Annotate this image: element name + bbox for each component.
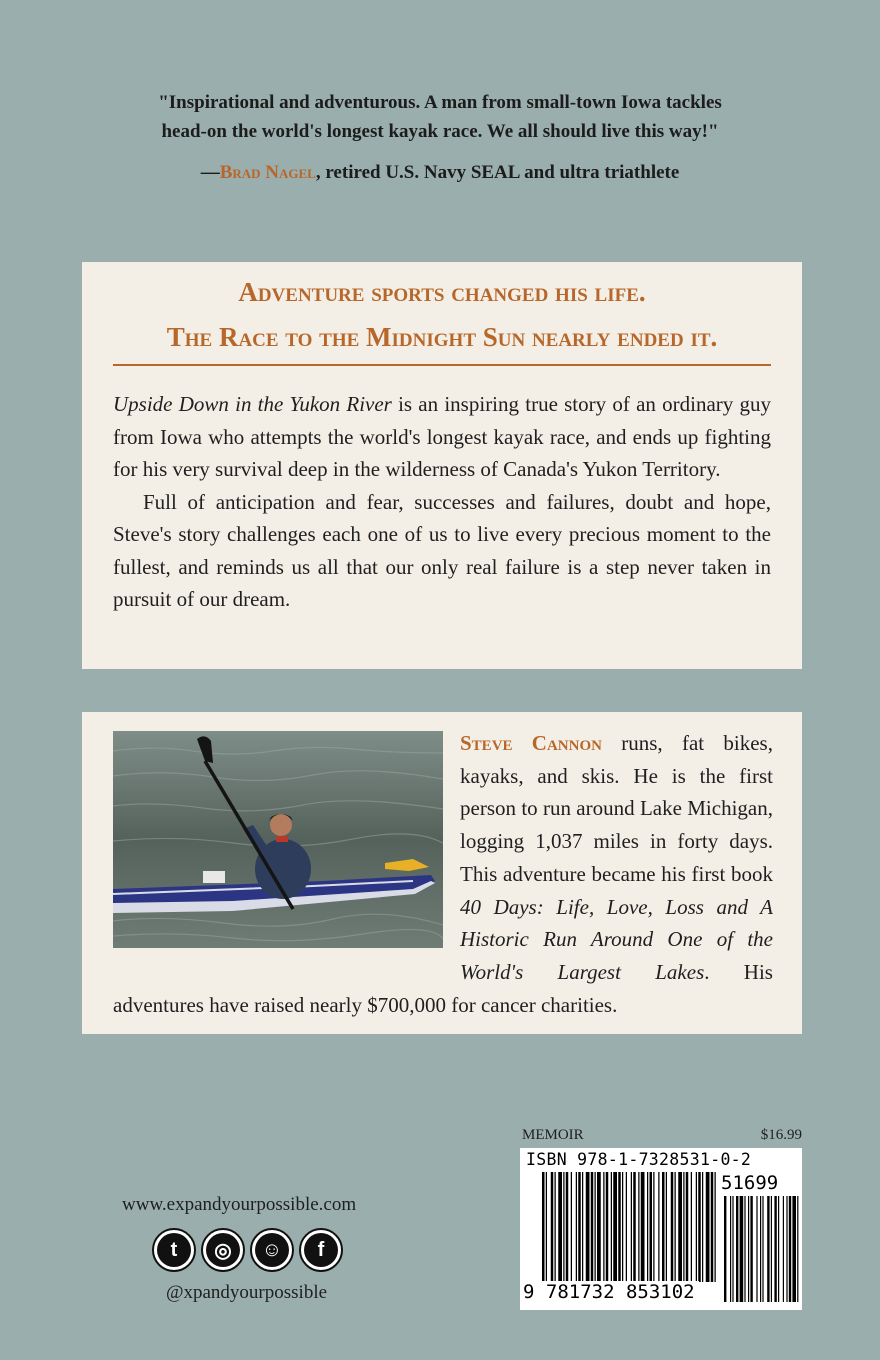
snapchat-glyph: ☺ bbox=[255, 1233, 289, 1267]
barcode-bar bbox=[702, 1172, 703, 1282]
facebook-icon[interactable] bbox=[299, 1228, 343, 1272]
category-label: MEMOIR bbox=[522, 1127, 584, 1143]
headline bbox=[82, 262, 802, 360]
addon-bar bbox=[786, 1196, 787, 1302]
barcode-bar bbox=[698, 1172, 701, 1282]
ean-digits: 9 781732 853102 bbox=[523, 1281, 699, 1303]
barcode-bar bbox=[631, 1172, 632, 1282]
barcode-bar bbox=[591, 1172, 594, 1282]
barcode-bar bbox=[683, 1172, 684, 1282]
barcode-bar bbox=[666, 1172, 667, 1282]
synopsis-p1-text: is an inspiring true story of an ordinary guy from Iowa who attempts the world's longest kayak race, and ends up fighting for his very survival deep in the wilderness of Canada's Yukon Territory. bbox=[113, 392, 771, 481]
addon-bar bbox=[760, 1196, 761, 1302]
barcode-bar bbox=[595, 1172, 596, 1282]
barcode-bar bbox=[576, 1172, 577, 1282]
isbn-label: ISBN 978-1-7328531-0-2 bbox=[526, 1150, 752, 1169]
synopsis-text bbox=[82, 366, 802, 616]
facebook-glyph: f bbox=[304, 1233, 338, 1267]
addon-bar bbox=[730, 1196, 731, 1302]
attribution-name: Brad Nagel bbox=[219, 162, 316, 183]
synopsis-paragraph-2: Full of anticipation and fear, successes and failures, doubt and hope, Steve's story challenges each one of us to live every precious moment to the fullest, and reminds us all that our only real failure is a step never taken in pursuit of our dream. bbox=[113, 489, 771, 611]
barcode-bar bbox=[638, 1172, 639, 1282]
barcode-bar bbox=[551, 1172, 554, 1282]
barcode-bar bbox=[566, 1172, 569, 1282]
barcode-bar bbox=[671, 1172, 674, 1282]
headline-line-2: The Race to the Midnight Sun nearly ended it. bbox=[166, 322, 718, 352]
addon-code: 51699 bbox=[721, 1172, 779, 1194]
barcode-bar bbox=[606, 1172, 609, 1282]
social-block bbox=[122, 1194, 392, 1304]
quote-attribution bbox=[60, 158, 820, 187]
instagram-icon[interactable] bbox=[201, 1228, 245, 1272]
bio-text-2: . His adventures have raised nearly $700,000 for cancer charities. bbox=[113, 959, 773, 1017]
social-icons bbox=[152, 1228, 392, 1272]
isbn-barcode bbox=[520, 1148, 802, 1310]
barcode-bar bbox=[542, 1172, 545, 1282]
endorsement-quote bbox=[60, 88, 820, 187]
barcode-bar bbox=[715, 1172, 716, 1282]
barcode-bar bbox=[641, 1172, 645, 1282]
quote-line-1: "Inspirational and adventurous. A man from small-town Iowa tackles bbox=[158, 92, 722, 113]
price-label: $16.99 bbox=[760, 1127, 802, 1143]
twitter-icon[interactable] bbox=[152, 1228, 196, 1272]
twitter-glyph: t bbox=[157, 1233, 191, 1267]
barcode-bar bbox=[582, 1172, 583, 1282]
barcode-bar bbox=[650, 1172, 653, 1282]
barcode-bar bbox=[618, 1172, 621, 1282]
barcode-bar bbox=[675, 1172, 676, 1282]
social-handle[interactable]: @xpandyourpossible bbox=[166, 1282, 328, 1303]
barcode-bar bbox=[546, 1172, 547, 1282]
barcode-bar bbox=[558, 1172, 562, 1282]
author-bio bbox=[113, 727, 773, 1021]
barcode-bar bbox=[597, 1172, 601, 1282]
addon-bar bbox=[724, 1196, 726, 1302]
previous-book-title: 40 Days: Life, Love, Loss and A Historic Run Around One of the World's Largest Lakes bbox=[460, 894, 773, 984]
barcode-bar bbox=[633, 1172, 636, 1282]
barcode-bar bbox=[563, 1172, 564, 1282]
addon-bar bbox=[767, 1196, 769, 1302]
author-name: Steve Cannon bbox=[460, 731, 602, 755]
barcode-bar bbox=[626, 1172, 627, 1282]
barcode-bar bbox=[647, 1172, 648, 1282]
instagram-glyph: ◎ bbox=[206, 1233, 240, 1267]
barcode-bar bbox=[555, 1172, 556, 1282]
barcode-bar bbox=[622, 1172, 623, 1282]
addon-bar bbox=[744, 1196, 745, 1302]
addon-bar bbox=[750, 1196, 752, 1302]
retail-info bbox=[522, 1127, 802, 1144]
attribution-role: , retired U.S. Navy SEAL and ultra triathlete bbox=[315, 162, 680, 183]
barcode-bar bbox=[611, 1172, 612, 1282]
barcode-bar bbox=[603, 1172, 604, 1282]
barcode-bar bbox=[613, 1172, 617, 1282]
barcode-bar bbox=[706, 1172, 710, 1282]
barcode-bar bbox=[658, 1172, 659, 1282]
addon-bar bbox=[778, 1196, 779, 1302]
barcode-bar bbox=[586, 1172, 590, 1282]
addon-bar bbox=[792, 1196, 796, 1302]
synopsis-panel bbox=[82, 262, 802, 669]
quote-line-2: head-on the world's longest kayak race. We all should live this way!" bbox=[161, 121, 719, 142]
attribution-dash: — bbox=[200, 162, 220, 183]
headline-line-1: Adventure sports changed his life. bbox=[238, 277, 646, 307]
addon-bar bbox=[732, 1196, 733, 1302]
book-title: Upside Down in the Yukon River bbox=[113, 392, 392, 416]
addon-bar bbox=[797, 1196, 798, 1302]
addon-bar bbox=[762, 1196, 763, 1302]
barcode-bar bbox=[571, 1172, 572, 1282]
website-url[interactable]: www.expandyourpossible.com bbox=[122, 1194, 357, 1215]
barcode-bar bbox=[711, 1172, 714, 1282]
barcode-bar bbox=[578, 1172, 581, 1282]
snapchat-icon[interactable] bbox=[250, 1228, 294, 1272]
bio-text-1: runs, fat bikes, kayaks, and skis. He is the first person to run around Lake Michigan, logging 1,037 miles in forty days. This adventure became his first book bbox=[460, 731, 773, 886]
barcode-bar bbox=[686, 1172, 689, 1282]
barcode-bar bbox=[691, 1172, 692, 1282]
addon-bar bbox=[736, 1196, 738, 1302]
addon-bar bbox=[774, 1196, 776, 1302]
barcode-bar bbox=[653, 1172, 654, 1282]
addon-bar bbox=[740, 1196, 744, 1302]
barcode-bar bbox=[678, 1172, 682, 1282]
addon-bar bbox=[789, 1196, 791, 1302]
addon-bar bbox=[783, 1196, 784, 1302]
addon-bar bbox=[771, 1196, 772, 1302]
barcode-bar bbox=[696, 1172, 697, 1282]
barcode-bar bbox=[662, 1172, 665, 1282]
author-panel bbox=[82, 712, 802, 1034]
addon-bar bbox=[748, 1196, 749, 1302]
synopsis-paragraph-1 bbox=[113, 388, 771, 486]
addon-bar bbox=[756, 1196, 757, 1302]
